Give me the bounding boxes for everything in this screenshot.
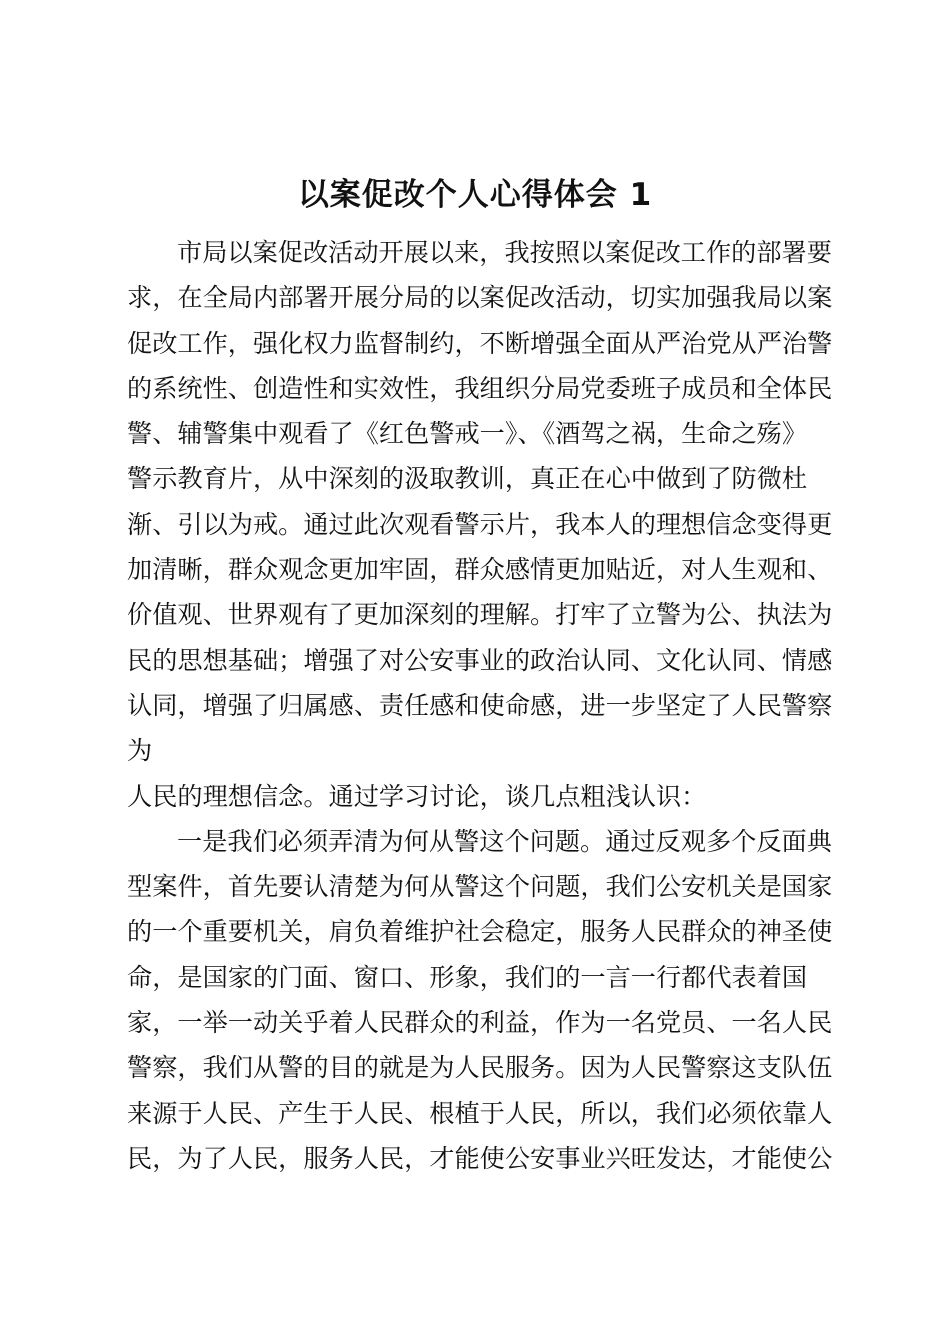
paragraph-line: 人民的理想信念。通过学习讨论，谈几点粗浅认识： <box>127 781 707 811</box>
paragraph-line: 型案件，首先要认清楚为何从警这个问题，我们公安机关是国家 <box>127 872 833 902</box>
paragraph-line: 警、辅警集中观看了《红色警戒一》、《酒驾之祸，生命之殇》 <box>127 419 808 449</box>
paragraph-line: 来源于人民、产生于人民、根植于人民，所以，我们必须依靠人 <box>127 1098 833 1128</box>
paragraph-line: 警示教育片，从中深刻的汲取教训，真正在心中做到了防微杜 <box>127 464 808 494</box>
paragraph-line: 警察，我们从警的目的就是为人民服务。因为人民警察这支队伍 <box>127 1053 833 1083</box>
document-body <box>127 230 837 1181</box>
paragraph-line: 命，是国家的门面、窗口、形象，我们的一言一行都代表着国 <box>127 962 808 992</box>
paragraph-line: 民的思想基础；增强了对公安事业的政治认同、文化认同、情感 <box>127 645 833 675</box>
paragraph-line: 家，一举一动关乎着人民群众的利益，作为一名党员、一名人民 <box>127 1008 833 1038</box>
paragraph-line: 求，在全局内部署开展分局的以案促改活动，切实加强我局以案 <box>127 283 833 313</box>
paragraph-line: 民，为了人民，服务人民，才能使公安事业兴旺发达，才能使公 <box>127 1143 833 1173</box>
paragraph-line: 市局以案促改活动开展以来，我按照以案促改工作的部署要 <box>177 238 832 267</box>
paragraph-line: 一是我们必须弄清为何从警这个问题。通过反观多个反面典 <box>177 826 832 856</box>
paragraph-line: 的系统性、创造性和实效性，我组织分局党委班子成员和全体民 <box>127 373 833 403</box>
paragraph-line: 价值观、世界观有了更加深刻的理解。打牢了立警为公、执法为 <box>127 600 833 630</box>
paragraph-line: 认同，增强了归属感、责任感和使命感，进一步坚定了人民警察 <box>127 690 833 720</box>
document-title: 以案促改个人心得体会 1 <box>297 177 653 213</box>
paragraph-line: 渐、引以为戒。通过此次观看警示片，我本人的理想信念变得更 <box>127 509 833 539</box>
paragraph-line: 促改工作，强化权力监督制约，不断增强全面从严治党从严治警 <box>127 328 833 358</box>
paragraph-line: 加清晰，群众观念更加牢固，群众感情更加贴近，对人生观和、 <box>127 555 833 585</box>
paragraph-line: 的一个重要机关，肩负着维护社会稳定，服务人民群众的神圣使 <box>127 917 833 947</box>
paragraph-line: 为 <box>127 736 153 766</box>
